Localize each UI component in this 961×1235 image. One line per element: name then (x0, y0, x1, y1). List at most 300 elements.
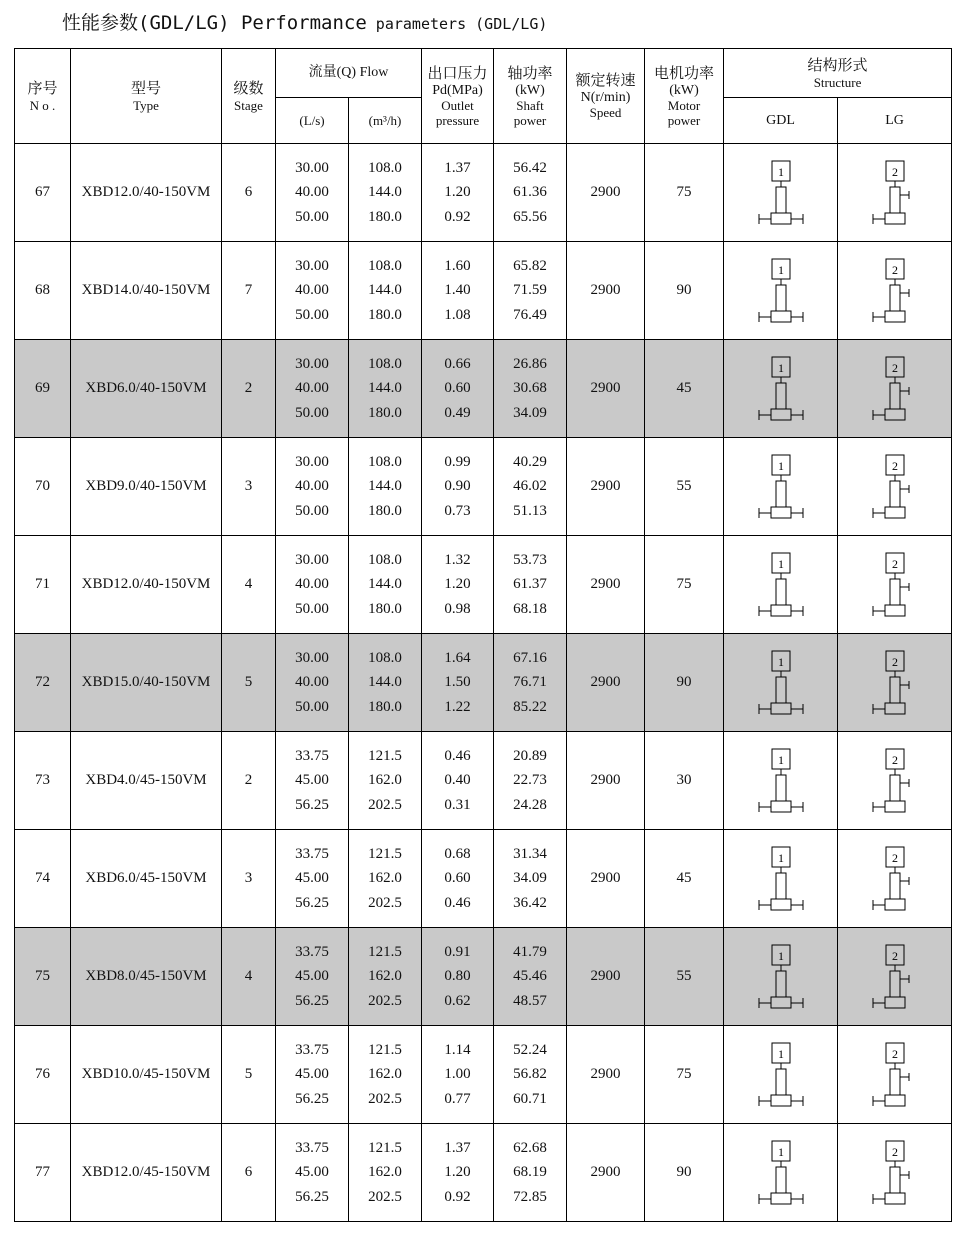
row-flow-ls: 40.00 (295, 282, 329, 299)
cell-shaft-power (494, 928, 567, 1026)
row-flow-ls: 33.75 (295, 845, 329, 862)
row-pressure: 1.22 (444, 698, 471, 715)
header-speed (567, 49, 645, 144)
cell-type (71, 438, 222, 536)
cell-speed (567, 340, 645, 438)
row-motor: 90 (676, 282, 692, 298)
gdl-pump-icon (751, 941, 811, 1013)
table-row (15, 144, 952, 242)
cell-speed (567, 1124, 645, 1222)
row-shaft-power: 34.09 (513, 870, 547, 887)
row-flow-ls: 45.00 (295, 1066, 329, 1083)
gdl-pump-icon (751, 451, 811, 523)
row-stage: 5 (244, 674, 253, 690)
cell-pressure (422, 830, 494, 928)
row-shaft-power: 30.68 (513, 380, 547, 397)
cell-lg (838, 144, 952, 242)
row-pressure: 0.46 (444, 747, 471, 764)
row-flow-m3h: 121.5 (368, 1041, 402, 1058)
cell-shaft-power (494, 144, 567, 242)
row-flow-ls: 50.00 (295, 404, 329, 421)
table-row (15, 536, 952, 634)
cell-motor (645, 1124, 724, 1222)
row-shaft-power: 56.82 (513, 1066, 547, 1083)
row-shaft-power: 85.22 (513, 698, 547, 715)
header-gdl-label: GDL (766, 113, 795, 128)
table-row (15, 1026, 952, 1124)
row-shaft-power: 51.13 (513, 502, 547, 519)
cell-type (71, 634, 222, 732)
header-pressure-en2: pressure (435, 112, 480, 128)
row-shaft-power: 45.46 (513, 968, 547, 985)
header-motor-power (645, 49, 724, 144)
lg-pump-icon (865, 255, 925, 327)
cell-flow-ls (276, 1026, 349, 1124)
row-flow-m3h: 180.0 (368, 698, 402, 715)
svg-text:1: 1 (777, 654, 784, 669)
row-no: 70 (35, 478, 50, 494)
cell-motor (645, 438, 724, 536)
svg-text:2: 2 (891, 458, 898, 473)
cell-shaft-power (494, 536, 567, 634)
cell-speed (567, 928, 645, 1026)
cell-speed (567, 536, 645, 634)
row-pressure: 1.50 (444, 674, 471, 691)
row-shaft-power: 61.36 (513, 184, 547, 201)
gdl-pump-icon (751, 549, 811, 621)
row-shaft-power: 36.42 (513, 894, 547, 911)
header-speed-cn: 额定转速 (575, 73, 636, 89)
row-no: 74 (35, 870, 50, 886)
row-pressure: 0.46 (444, 894, 471, 911)
svg-text:1: 1 (777, 1046, 784, 1061)
cell-stage (222, 928, 276, 1026)
row-flow-ls: 50.00 (295, 208, 329, 225)
lg-pump-icon (865, 451, 925, 523)
cell-lg (838, 634, 952, 732)
header-structure-cn: 结构形式 (807, 57, 868, 74)
cell-flow-m3h (349, 634, 422, 732)
cell-stage (222, 438, 276, 536)
cell-type (71, 536, 222, 634)
cell-type (71, 340, 222, 438)
cell-flow-ls (276, 144, 349, 242)
row-stage: 3 (244, 478, 253, 494)
table-row (15, 242, 952, 340)
row-flow-m3h: 202.5 (368, 992, 402, 1009)
row-shaft-power: 46.02 (513, 478, 547, 495)
row-flow-m3h: 108.0 (368, 159, 402, 176)
row-flow-ls: 33.75 (295, 1139, 329, 1156)
cell-no (15, 536, 71, 634)
row-flow-m3h: 162.0 (368, 1066, 402, 1083)
row-pressure: 1.37 (444, 1139, 471, 1156)
header-pressure-unit: Pd(MPa) (432, 82, 483, 98)
header-flow-label: 流量(Q) Flow (308, 65, 389, 80)
row-shaft-power: 53.73 (513, 551, 547, 568)
cell-motor (645, 732, 724, 830)
row-motor: 75 (676, 1066, 692, 1082)
cell-gdl (724, 928, 838, 1026)
cell-flow-m3h (349, 438, 422, 536)
row-flow-m3h: 144.0 (368, 478, 402, 495)
row-flow-ls: 45.00 (295, 870, 329, 887)
cell-speed (567, 732, 645, 830)
cell-no (15, 1124, 71, 1222)
cell-gdl (724, 1026, 838, 1124)
row-no: 72 (35, 674, 50, 690)
row-flow-ls: 50.00 (295, 698, 329, 715)
row-type: XBD9.0/40-150VM (85, 478, 207, 494)
row-no: 73 (35, 772, 50, 788)
row-shaft-power: 60.71 (513, 1090, 547, 1107)
svg-text:2: 2 (891, 360, 898, 375)
cell-flow-ls (276, 830, 349, 928)
header-motor-unit: (kW) (669, 82, 699, 98)
cell-flow-ls (276, 928, 349, 1026)
header-lg-label: LG (885, 113, 904, 128)
row-no: 67 (35, 184, 50, 200)
cell-type (71, 1124, 222, 1222)
header-motor-en1: Motor (667, 97, 701, 113)
header-flow-m3h (349, 98, 422, 144)
cell-gdl (724, 144, 838, 242)
row-flow-m3h: 121.5 (368, 1139, 402, 1156)
header-pressure (422, 49, 494, 144)
cell-lg (838, 340, 952, 438)
cell-pressure (422, 1124, 494, 1222)
row-shaft-power: 62.68 (513, 1139, 547, 1156)
cell-stage (222, 1026, 276, 1124)
cell-pressure (422, 438, 494, 536)
cell-stage (222, 536, 276, 634)
row-type: XBD15.0/40-150VM (81, 674, 211, 690)
row-flow-ls: 30.00 (295, 159, 329, 176)
row-flow-m3h: 144.0 (368, 380, 402, 397)
row-motor: 90 (676, 1164, 692, 1180)
row-flow-ls: 56.25 (295, 796, 329, 813)
row-speed: 2900 (590, 870, 621, 886)
table-row (15, 634, 952, 732)
header-power-cn: 轴功率 (507, 65, 553, 82)
cell-no (15, 732, 71, 830)
table-row (15, 830, 952, 928)
cell-flow-m3h (349, 340, 422, 438)
row-motor: 45 (676, 870, 692, 886)
row-shaft-power: 26.86 (513, 355, 547, 372)
svg-text:2: 2 (891, 164, 898, 179)
row-pressure: 0.62 (444, 992, 471, 1009)
row-flow-ls: 40.00 (295, 674, 329, 691)
row-flow-m3h: 202.5 (368, 894, 402, 911)
cell-flow-ls (276, 732, 349, 830)
cell-motor (645, 928, 724, 1026)
cell-flow-m3h (349, 144, 422, 242)
row-stage: 7 (244, 282, 253, 298)
cell-motor (645, 340, 724, 438)
row-type: XBD12.0/45-150VM (81, 1164, 211, 1180)
cell-motor (645, 1026, 724, 1124)
gdl-pump-icon (751, 157, 811, 229)
row-pressure: 0.60 (444, 380, 471, 397)
row-type: XBD8.0/45-150VM (85, 968, 207, 984)
table-row (15, 1124, 952, 1222)
cell-stage (222, 1124, 276, 1222)
header-flow-ls (276, 98, 349, 144)
row-shaft-power: 24.28 (513, 796, 547, 813)
cell-shaft-power (494, 438, 567, 536)
row-motor: 90 (676, 674, 692, 690)
header-pressure-en1: Outlet (441, 97, 474, 113)
row-flow-ls: 30.00 (295, 355, 329, 372)
svg-text:2: 2 (891, 752, 898, 767)
row-speed: 2900 (590, 1066, 621, 1082)
cell-type (71, 732, 222, 830)
lg-pump-icon (865, 1039, 925, 1111)
row-type: XBD14.0/40-150VM (81, 282, 211, 298)
svg-text:1: 1 (777, 556, 784, 571)
cell-speed (567, 634, 645, 732)
page-title (62, 8, 547, 35)
row-flow-m3h: 121.5 (368, 943, 402, 960)
header-structure-en: Structure (813, 74, 862, 90)
svg-text:2: 2 (891, 262, 898, 277)
row-stage: 4 (244, 576, 253, 592)
cell-stage (222, 340, 276, 438)
row-speed: 2900 (590, 282, 621, 298)
cell-no (15, 340, 71, 438)
cell-pressure (422, 340, 494, 438)
cell-motor (645, 634, 724, 732)
row-shaft-power: 52.24 (513, 1041, 547, 1058)
cell-lg (838, 536, 952, 634)
svg-text:1: 1 (777, 360, 784, 375)
header-motor-en2: power (667, 112, 701, 128)
header-type-cn: 型号 (130, 80, 161, 97)
row-flow-ls: 30.00 (295, 649, 329, 666)
row-flow-ls: 56.25 (295, 992, 329, 1009)
cell-pressure (422, 536, 494, 634)
header-pressure-cn: 出口压力 (427, 65, 488, 82)
row-pressure: 0.31 (444, 796, 471, 813)
cell-no (15, 144, 71, 242)
row-type: XBD10.0/45-150VM (81, 1066, 211, 1082)
row-stage: 6 (244, 1164, 253, 1180)
row-no: 69 (35, 380, 50, 396)
row-pressure: 1.60 (444, 257, 471, 274)
header-speed-unit: N(r/min) (580, 90, 631, 105)
row-speed: 2900 (590, 478, 621, 494)
title-main: 性能参数(GDL/LG) Performance (62, 12, 367, 34)
row-motor: 55 (676, 968, 692, 984)
row-pressure: 1.14 (444, 1041, 471, 1058)
row-type: XBD12.0/40-150VM (81, 184, 211, 200)
table-row (15, 340, 952, 438)
row-pressure: 1.37 (444, 159, 471, 176)
row-flow-m3h: 144.0 (368, 184, 402, 201)
row-flow-ls: 45.00 (295, 1164, 329, 1181)
row-shaft-power: 48.57 (513, 992, 547, 1009)
cell-type (71, 242, 222, 340)
cell-speed (567, 144, 645, 242)
row-shaft-power: 71.59 (513, 282, 547, 299)
row-pressure: 0.66 (444, 355, 471, 372)
gdl-pump-icon (751, 843, 811, 915)
row-flow-m3h: 144.0 (368, 576, 402, 593)
cell-pressure (422, 928, 494, 1026)
cell-gdl (724, 536, 838, 634)
header-power-unit: (kW) (515, 82, 545, 98)
row-flow-m3h: 202.5 (368, 1090, 402, 1107)
row-flow-ls: 30.00 (295, 453, 329, 470)
header-no-en: N o . (29, 97, 56, 113)
row-pressure: 0.68 (444, 845, 471, 862)
row-flow-ls: 40.00 (295, 478, 329, 495)
cell-stage (222, 144, 276, 242)
row-pressure: 0.60 (444, 870, 471, 887)
row-shaft-power: 76.71 (513, 674, 547, 691)
row-pressure: 1.20 (444, 576, 471, 593)
cell-flow-ls (276, 438, 349, 536)
row-shaft-power: 65.82 (513, 257, 547, 274)
cell-no (15, 1026, 71, 1124)
row-stage: 5 (244, 1066, 253, 1082)
lg-pump-icon (865, 745, 925, 817)
row-flow-ls: 30.00 (295, 257, 329, 274)
row-no: 77 (35, 1164, 50, 1180)
row-stage: 4 (244, 968, 253, 984)
row-pressure: 0.92 (444, 208, 471, 225)
table-row (15, 438, 952, 536)
cell-gdl (724, 242, 838, 340)
cell-gdl (724, 634, 838, 732)
row-pressure: 1.08 (444, 306, 471, 323)
cell-flow-ls (276, 634, 349, 732)
cell-flow-m3h (349, 1124, 422, 1222)
row-shaft-power: 34.09 (513, 404, 547, 421)
row-flow-ls: 50.00 (295, 306, 329, 323)
row-flow-ls: 33.75 (295, 1041, 329, 1058)
lg-pump-icon (865, 941, 925, 1013)
row-type: XBD12.0/40-150VM (81, 576, 211, 592)
cell-flow-m3h (349, 242, 422, 340)
row-flow-ls: 56.25 (295, 894, 329, 911)
header-no (15, 49, 71, 144)
row-flow-ls: 40.00 (295, 380, 329, 397)
cell-pressure (422, 732, 494, 830)
row-speed: 2900 (590, 674, 621, 690)
row-pressure: 1.20 (444, 184, 471, 201)
header-power-en2: power (513, 112, 547, 128)
row-stage: 2 (244, 380, 253, 396)
row-pressure: 0.80 (444, 968, 471, 985)
row-motor: 75 (676, 576, 692, 592)
row-flow-m3h: 180.0 (368, 502, 402, 519)
row-flow-ls: 40.00 (295, 576, 329, 593)
row-shaft-power: 72.85 (513, 1188, 547, 1205)
cell-flow-ls (276, 242, 349, 340)
svg-text:1: 1 (777, 752, 784, 767)
row-motor: 30 (676, 772, 692, 788)
cell-lg (838, 242, 952, 340)
cell-shaft-power (494, 634, 567, 732)
row-pressure: 1.40 (444, 282, 471, 299)
row-pressure: 0.73 (444, 502, 471, 519)
row-no: 71 (35, 576, 50, 592)
cell-gdl (724, 1124, 838, 1222)
svg-text:2: 2 (891, 1046, 898, 1061)
row-flow-ls: 56.25 (295, 1188, 329, 1205)
cell-lg (838, 1026, 952, 1124)
svg-text:2: 2 (891, 654, 898, 669)
gdl-pump-icon (751, 255, 811, 327)
row-speed: 2900 (590, 380, 621, 396)
gdl-pump-icon (751, 1039, 811, 1111)
row-pressure: 1.32 (444, 551, 471, 568)
cell-lg (838, 732, 952, 830)
row-shaft-power: 20.89 (513, 747, 547, 764)
cell-shaft-power (494, 732, 567, 830)
cell-stage (222, 732, 276, 830)
row-shaft-power: 67.16 (513, 649, 547, 666)
row-flow-m3h: 180.0 (368, 600, 402, 617)
row-pressure: 0.40 (444, 772, 471, 789)
row-flow-m3h: 108.0 (368, 551, 402, 568)
cell-no (15, 830, 71, 928)
title-sub: parameters (GDL/LG) (366, 15, 548, 33)
row-flow-m3h: 162.0 (368, 870, 402, 887)
row-flow-m3h: 144.0 (368, 674, 402, 691)
lg-pump-icon (865, 549, 925, 621)
row-speed: 2900 (590, 772, 621, 788)
cell-pressure (422, 242, 494, 340)
row-flow-ls: 50.00 (295, 502, 329, 519)
row-flow-m3h: 108.0 (368, 355, 402, 372)
cell-type (71, 144, 222, 242)
svg-text:2: 2 (891, 948, 898, 963)
row-flow-m3h: 202.5 (368, 1188, 402, 1205)
cell-shaft-power (494, 242, 567, 340)
svg-text:2: 2 (891, 1144, 898, 1159)
row-shaft-power: 65.56 (513, 208, 547, 225)
header-lg (838, 98, 952, 144)
header-structure (724, 49, 952, 98)
svg-text:1: 1 (777, 164, 784, 179)
cell-type (71, 830, 222, 928)
row-flow-ls: 30.00 (295, 551, 329, 568)
cell-gdl (724, 438, 838, 536)
row-flow-m3h: 121.5 (368, 747, 402, 764)
gdl-pump-icon (751, 745, 811, 817)
gdl-pump-icon (751, 1137, 811, 1209)
row-motor: 55 (676, 478, 692, 494)
svg-text:2: 2 (891, 556, 898, 571)
header-no-cn: 序号 (27, 80, 58, 97)
cell-speed (567, 830, 645, 928)
row-type: XBD4.0/45-150VM (85, 772, 207, 788)
row-flow-m3h: 162.0 (368, 1164, 402, 1181)
cell-no (15, 242, 71, 340)
header-flow-m3h-label: (m³/h) (368, 113, 402, 128)
cell-flow-m3h (349, 732, 422, 830)
table-row (15, 732, 952, 830)
row-flow-m3h: 162.0 (368, 968, 402, 985)
cell-stage (222, 634, 276, 732)
row-motor: 45 (676, 380, 692, 396)
row-speed: 2900 (590, 1164, 621, 1180)
cell-flow-m3h (349, 830, 422, 928)
lg-pump-icon (865, 647, 925, 719)
